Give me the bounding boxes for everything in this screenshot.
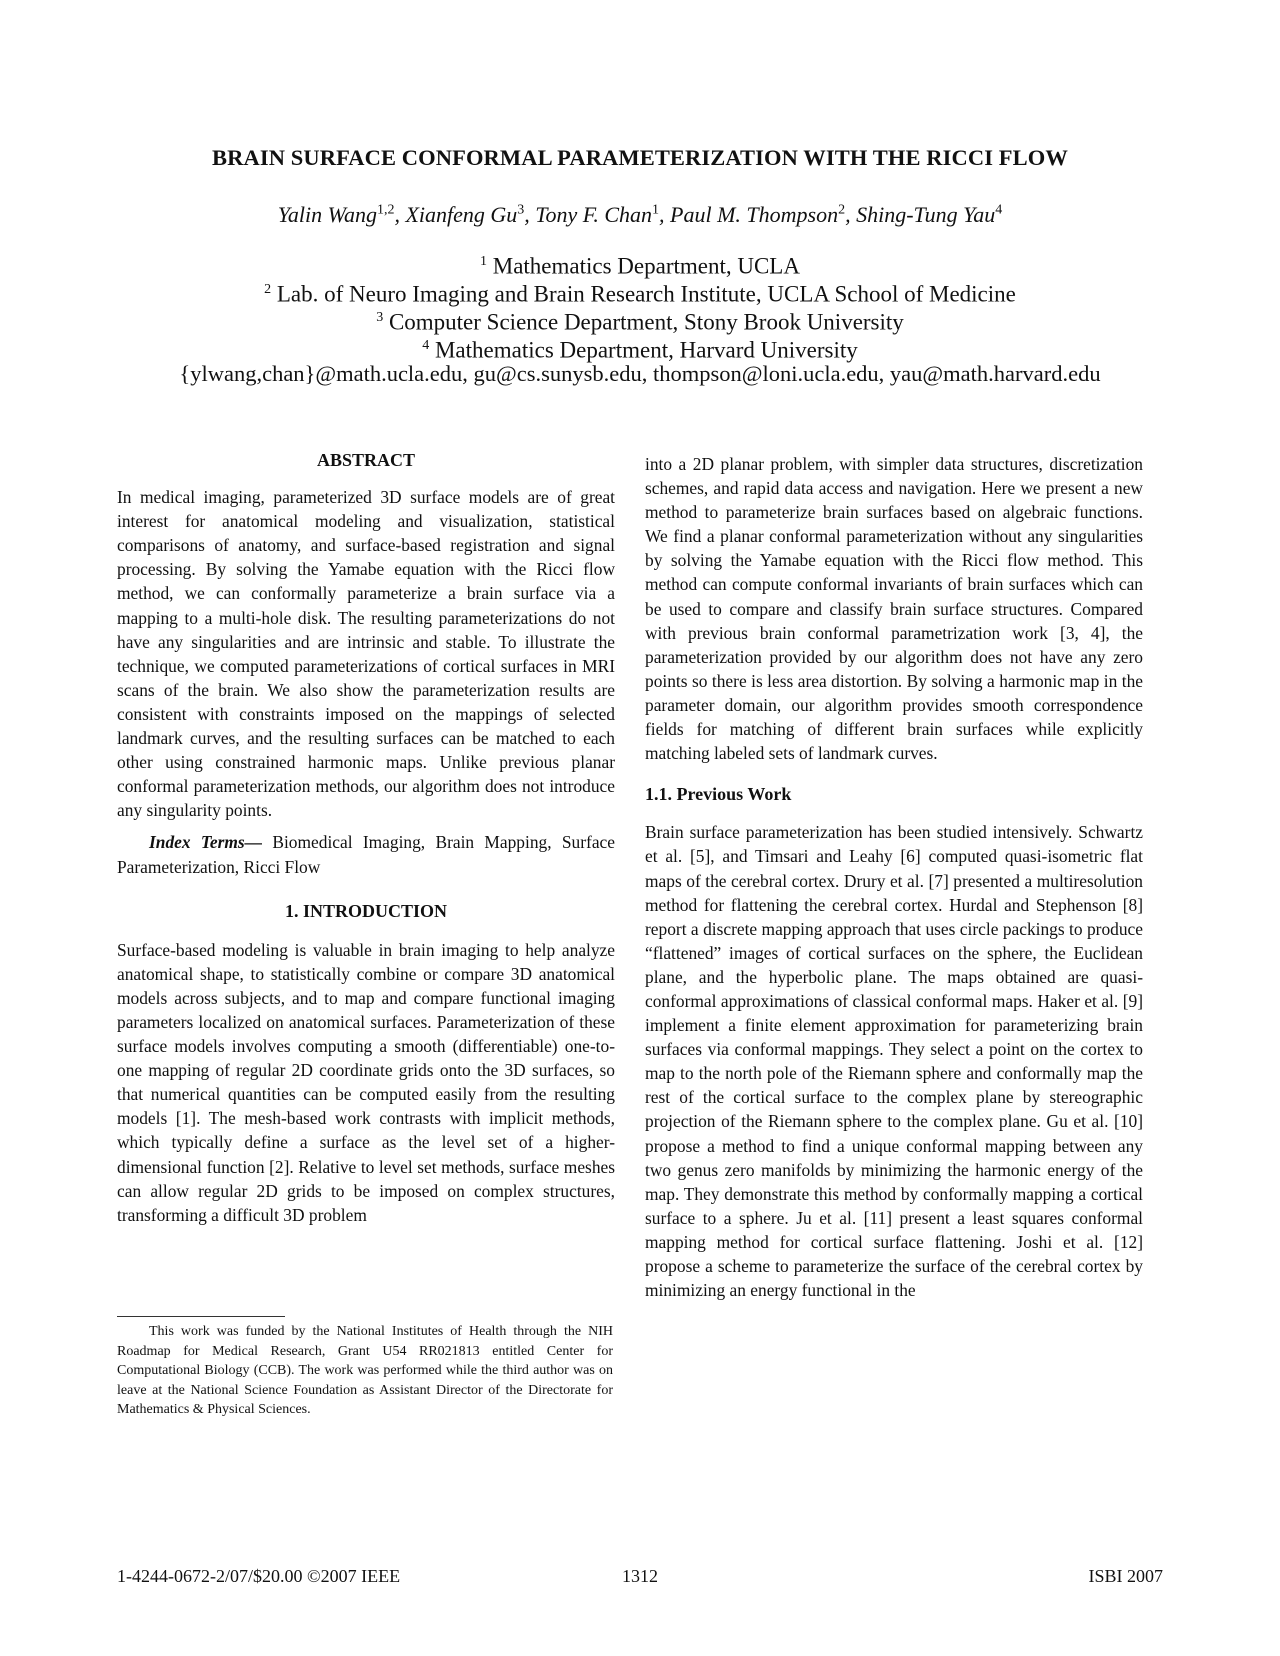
affiliation-sup: 2	[264, 282, 272, 297]
footnote-divider	[117, 1316, 285, 1317]
affiliation-sup: 1	[480, 254, 487, 269]
page-number: 1312	[622, 1566, 658, 1586]
previous-work-text: Brain surface parameterization has been studied intensively. Schwartz et al. [5], and Timsari and Leahy [6] computed quasi-isometric flat maps of the cerebral cortex. Drury et al. [7] presented a multiresolution method for flattening the cerebral cortex. Hurdal and Stephenson [8] report a discrete mapping approach that uses circle packings to produce “flattened” images of cortical surfaces on the sphere, the Euclidean plane, and the hyperbolic plane. The maps obtained are quasi-conformal approximations of classical conformal maps. Haker et al. [9] implement a finite element approximation for parameterizing brain surfaces via conformal mappings. They select a point on the cortex to map to the north pole of the Riemann sphere and conformally map the rest of the cortical surface to the complex plane by stereographic projection of the Riemann sphere to the complex plane. Gu et al. [10] propose a method to find a unique conformal mapping between any two genus zero manifolds by minimizing the harmonic energy of the map. They demonstrate this method by conformally mapping a cortical surface to a sphere. Ju et al. [11] present a least squares conformal mapping method for cortical surface flattening. Joshi et al. [12] propose a scheme to parameterize the surface of the cerebral cortex by minimizing an energy functional in the	[645, 822, 1143, 1301]
author-name: Yalin Wang	[277, 202, 377, 227]
author-separator: ,	[394, 202, 406, 227]
affiliation-sup: 4	[422, 338, 430, 353]
author-name: Xianfeng Gu	[405, 202, 518, 227]
affiliation-text: Mathematics Department, UCLA	[492, 253, 800, 279]
footer-copyright: 1-4244-0672-2/07/$20.00 ©2007 IEEE	[117, 1566, 401, 1586]
affiliation-text: Computer Science Department, Stony Brook University	[388, 309, 904, 335]
abstract-heading: ABSTRACT	[316, 450, 416, 470]
affiliation-text: Mathematics Department, Harvard University	[434, 337, 858, 363]
introduction-heading: 1. INTRODUCTION	[284, 900, 448, 921]
footer-conference: ISBI 2007	[1088, 1566, 1163, 1586]
right-column	[645, 452, 1143, 1302]
introduction-text-left: Surface-based modeling is valuable in brain imaging to help analyze anatomical shape, to statistically combine or compare 3D anatomical models across subjects, and to map and compare functional imaging parameters localized on anatomical surfaces. Parameterization of these surface models involves computing a smooth (differentiable) one-to-one mapping of regular 2D coordinate grids onto the 3D surfaces, so that numerical quantities can be computed easily from the resulting models [1]. The mesh-based work contrasts with implicit methods, which typically define a surface as the level set of a higher-dimensional function [2]. Relative to level set methods, surface meshes can allow regular 2D grids to be imposed on complex structures, transforming a difficult 3D problem	[117, 939, 615, 1225]
author-affil-sup: 1,2	[376, 202, 395, 218]
affiliation-sup: 3	[376, 310, 384, 325]
left-column	[117, 448, 615, 1227]
author-separator: ,	[524, 202, 536, 227]
index-terms-label: Index Terms—	[149, 832, 263, 853]
author-name: Shing-Tung Yau	[856, 202, 996, 227]
previous-work-heading: 1.1. Previous Work	[645, 784, 792, 805]
footnote	[117, 1322, 613, 1420]
author-name: Tony F. Chan	[535, 202, 653, 227]
author-affil-sup: 3	[517, 202, 525, 218]
introduction-text-right: into a 2D planar problem, with simpler data structures, discretization schemes, and rapid data access and navigation. Here we present a new method to parameterize brain surfaces based on algebraic functions. We find a planar conformal parameterization without any singularities by solving the Yamabe equation with the Ricci flow method. This method can compute conformal invariants of brain surfaces which can be used to compare and classify brain surface structures. Compared with previous brain conformal parametrization work [3, 4], the parameterization provided by our algorithm does not have any zero points so there is less area distortion. By solving a harmonic map in the parameter domain, our algorithm provides smooth correspondence fields for matching of different brain surfaces while explicitly matching labeled sets of landmark curves.	[645, 454, 1143, 764]
author-name: Paul M. Thompson	[670, 202, 839, 227]
abstract-text: In medical imaging, parameterized 3D surface models are of great interest for anatomical modeling and visualization, statistical comparisons of anatomy, and surface-based registration and signal processing. By solving the Yamabe equation with the Ricci flow method, we can conformally parameterize a brain surface via a mapping to a multi-hole disk. The resulting parameterizations do not have any singularities and are intrinsic and stable. To illustrate the technique, we computed parameterizations of cortical surfaces in MRI scans of the brain. We also show the parameterization results are consistent with constraints imposed on the mappings of selected landmark curves, and the resulting surfaces can be matched to each other using constrained harmonic maps. Unlike previous planar conformal parameterization methods, our algorithm does not introduce any singularity points.	[117, 487, 615, 821]
author-affil-sup: 4	[995, 202, 1003, 218]
author-separator: ,	[845, 202, 857, 227]
author-affil-sup: 1	[652, 202, 660, 218]
index-terms-text: Biomedical Imaging, Brain Mapping, Surface Parameterization, Ricci Flow	[117, 832, 615, 877]
author-separator: ,	[659, 202, 671, 227]
affiliation-text: Lab. of Neuro Imaging and Brain Research Institute, UCLA School of Medicine	[276, 281, 1016, 307]
paper-title: BRAIN SURFACE CONFORMAL PARAMETERIZATION WITH THE RICCI FLOW	[212, 145, 1068, 170]
author-list	[0, 202, 1280, 228]
author-affil-sup: 2	[838, 202, 846, 218]
index-terms	[117, 830, 615, 878]
footnote-text: This work was funded by the National Institutes of Health through the NIH Roadmap for Medical Research, Grant U54 RR021813 entitled Center for Computational Biology (CCB). The work was performed while the third author was on leave at the National Science Foundation as Assistant Director of the Directorate for Mathematics & Physical Sciences.	[117, 1324, 613, 1417]
author-emails: {ylwang,chan}@math.ucla.edu, gu@cs.sunysb.edu, thompson@loni.ucla.edu, yau@math.harvard.edu	[179, 361, 1101, 386]
